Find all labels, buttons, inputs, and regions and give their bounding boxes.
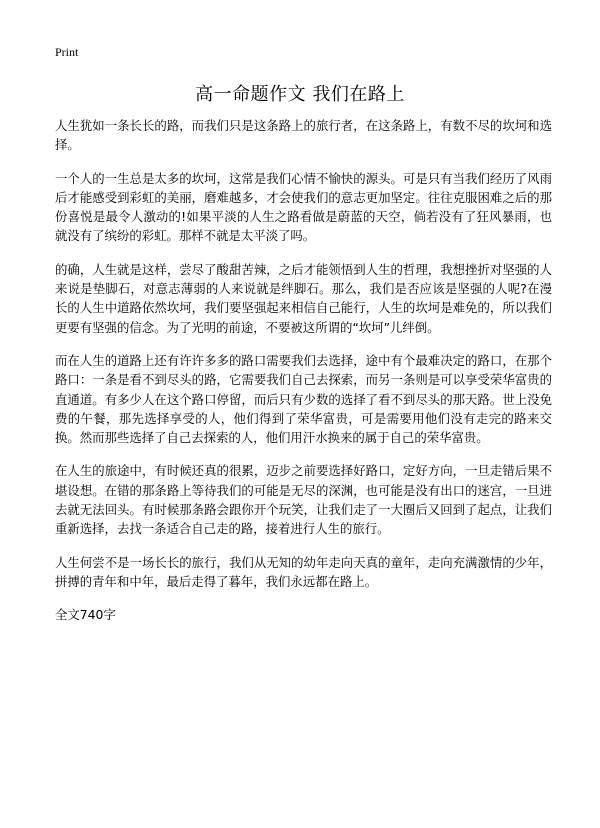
print-link[interactable]: Print xyxy=(55,45,79,59)
article-paragraph: 而在人生的道路上还有许许多多的路口需要我们去选择，途中有个最难决定的路口，在那个路口：一条是看不到尽头的路，它需要我们自己去探索，而另一条则是可以享受荣华富贵的直通道。有多少人在这个路口停留，而后只有少数的选择了看不到尽头的那天路。世上没免费的午餐，那先选择享受的人，他们得到了荣华富贵，可是需要用他们没有走完的路来交换。然而那些选择了自己去探索的人，他们用汗水换来的属于自己的荣华富贵。 xyxy=(55,352,552,446)
word-count: 全文740字 xyxy=(55,607,116,623)
article-paragraph: 人生犹如一条长长的路，而我们只是这条路上的旅行者，在这条路上，有数不尽的坎坷和选择。 xyxy=(55,118,552,153)
article-paragraph: 人生何尝不是一场长长的旅行，我们从无知的幼年走向天真的童年，走向充满激情的少年，拼搏的青年和中年，最后走得了暮年，我们永远都在路上。 xyxy=(55,554,552,589)
article-paragraph: 的确，人生就是这样，尝尽了酸甜苦辣，之后才能领悟到人生的哲理，我想挫折对坚强的人来说是垫脚石，对意志薄弱的人来说就是绊脚石。那么，我们是否应该是坚强的人呢?在漫长的人生中道路依然坎坷，我们要坚强起来相信自己能行，人生的坎坷是难免的，所以我们更要有坚强的信念。为了光明的前途，不要被这所谓的“坎坷”儿绊倒。 xyxy=(55,261,552,335)
article-body xyxy=(55,116,552,624)
article-paragraph: 在人生的旅途中，有时候还真的很累，迈步之前要选择好路口，定好方向，一旦走错后果不堪设想。在错的那条路上等待我们的可能是无尽的深渊，也可能是没有出口的迷宫，一旦进去就无法回头。有时候那条路会跟你开个玩笑，让我们走了一大圈后又回到了起点，让我们重新选择，去找一条适合自己走的路，接着进行人生的旅行。 xyxy=(55,463,552,537)
page-title: 高一命题作文 我们在路上 xyxy=(195,84,405,105)
article-paragraph: 一个人的一生总是太多的坎坷，这常是我们心情不愉快的源头。可是只有当我们经历了风雨后才能感受到彩虹的美丽，磨难越多，才会使我们的意志更加坚定。往往克服困难之后的那份喜悦是最令人激动的!如果平淡的人生之路看做是蔚蓝的天空，倘若没有了狂风暴雨，也就没有了缤纷的彩虹。那样不就是太平淡了吗。 xyxy=(55,170,552,244)
